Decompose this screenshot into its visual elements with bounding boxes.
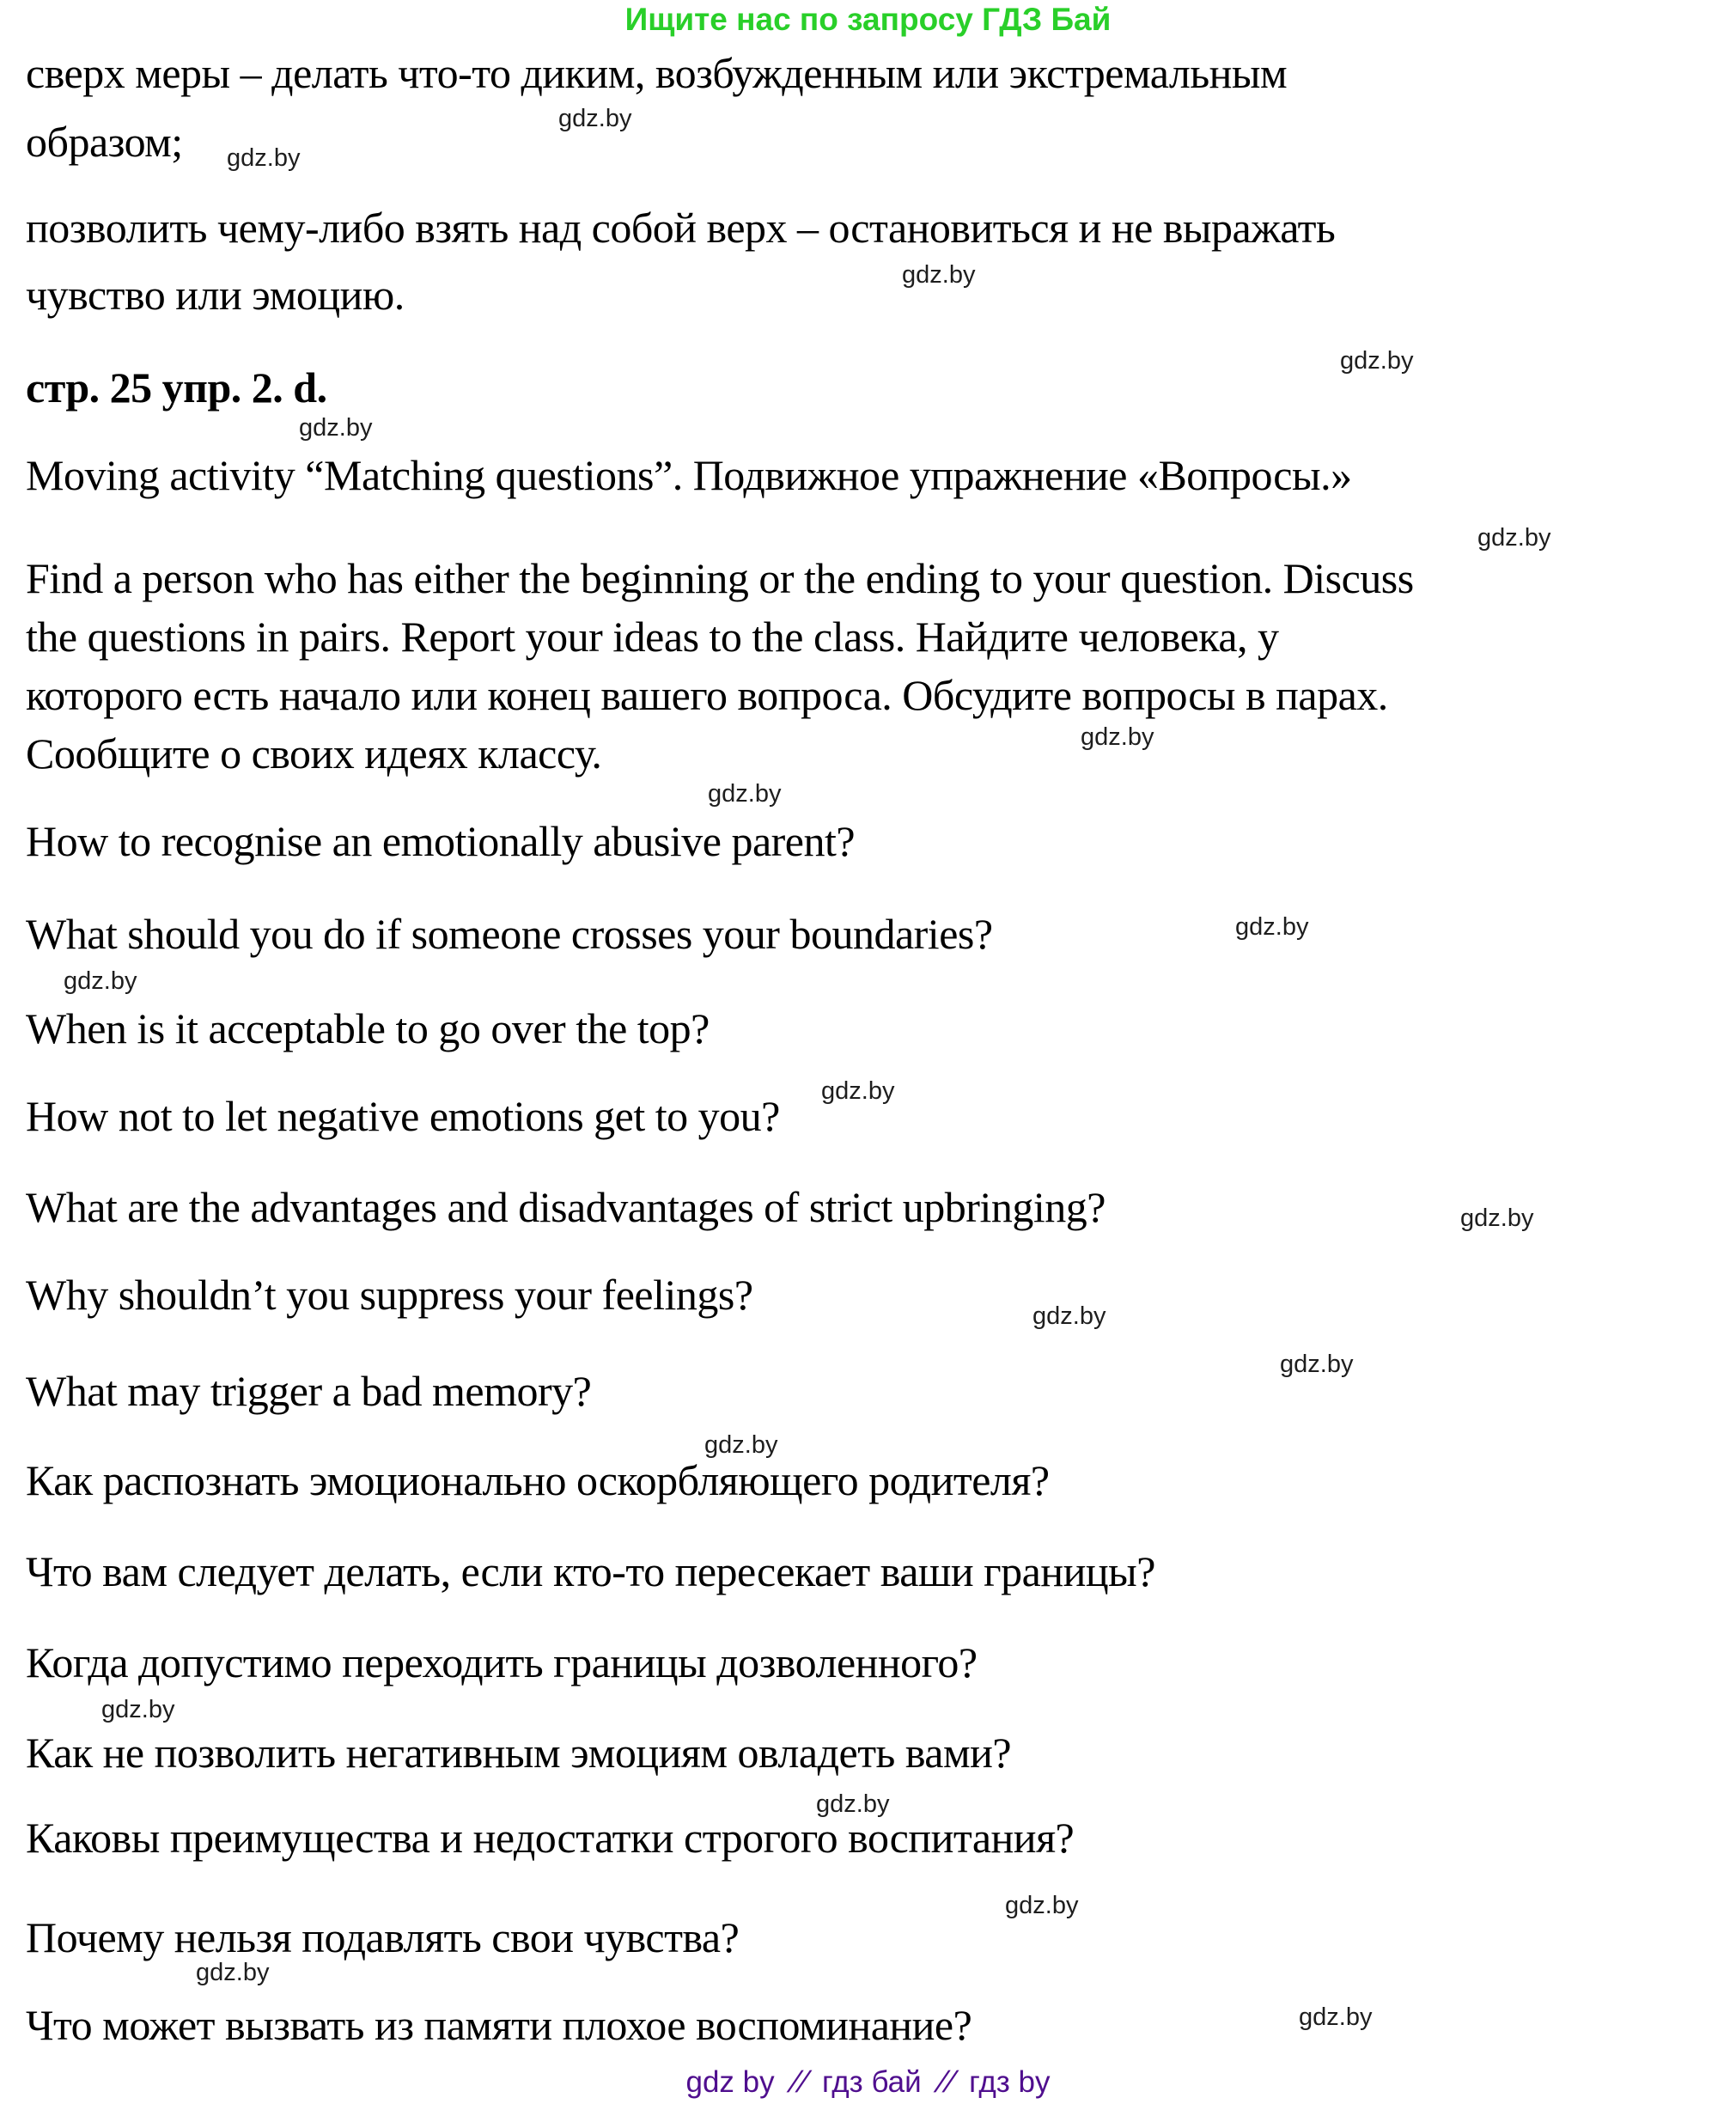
document-line: the questions in pairs. Report your ideas to the class. Найдите человека, у — [26, 613, 1279, 661]
document-line: What are the advantages and disadvantages of strict upbringing? — [26, 1183, 1106, 1231]
footer-link-gdz-by-latin[interactable]: gdz by — [685, 2065, 775, 2099]
gdz-watermark: gdz.by — [821, 1077, 895, 1105]
promo-banner: Ищите нас по запросу ГДЗ Бай — [624, 2, 1112, 37]
document-line: Как распознать эмоционально оскорбляющего родителя? — [26, 1456, 1050, 1504]
document-line: Moving activity “Matching questions”. Подвижное упражнение «Вопросы.» — [26, 451, 1352, 499]
document-line: How to recognise an emotionally abusive parent? — [26, 817, 856, 865]
gdz-watermark: gdz.by — [1032, 1302, 1106, 1330]
gdz-watermark: gdz.by — [227, 144, 301, 172]
footer-link-gdz-bai-cyrillic[interactable]: гдз бай — [822, 2065, 922, 2099]
gdz-watermark: gdz.by — [708, 780, 782, 808]
document-line: When is it acceptable to go over the top? — [26, 1004, 710, 1052]
document-line: образом; — [26, 118, 183, 166]
exercise-heading: стр. 25 упр. 2. d. — [26, 363, 327, 412]
gdz-watermark: gdz.by — [1235, 913, 1309, 941]
document-line: What may trigger a bad memory? — [26, 1367, 592, 1415]
document-line: Find a person who has either the beginning or the ending to your question. Discuss — [26, 554, 1414, 602]
gdz-watermark: gdz.by — [1081, 723, 1154, 751]
document-line: Что может вызвать из памяти плохое воспоминание? — [26, 2001, 972, 2049]
footer-separator: // — [933, 2065, 958, 2099]
document-line: Why shouldn’t you suppress your feelings? — [26, 1271, 753, 1319]
gdz-watermark: gdz.by — [101, 1696, 175, 1723]
footer-separator: // — [786, 2065, 811, 2099]
document-line: сверх меры – делать что-то диким, возбужденным или экстремальным — [26, 49, 1288, 97]
gdz-watermark: gdz.by — [1299, 2003, 1373, 2031]
gdz-watermark: gdz.by — [902, 261, 976, 289]
gdz-watermark: gdz.by — [1477, 524, 1551, 552]
gdz-watermark: gdz.by — [704, 1431, 778, 1459]
document-line: чувство или эмоцию. — [26, 271, 405, 319]
document-line: которого есть начало или конец вашего вопроса. Обсудите вопросы в парах. — [26, 671, 1388, 719]
document-line: позволить чему-либо взять над собой верх – остановиться и не выражать — [26, 204, 1336, 252]
document-line: Каковы преимущества и недостатки строгого воспитания? — [26, 1814, 1075, 1862]
gdz-watermark: gdz.by — [816, 1790, 890, 1818]
document-line: Что вам следует делать, если кто-то пересекает ваши границы? — [26, 1547, 1155, 1595]
gdz-watermark: gdz.by — [1005, 1892, 1079, 1919]
document-line: Как не позволить негативным эмоциям овладеть вами? — [26, 1729, 1012, 1777]
gdz-watermark: gdz.by — [299, 414, 373, 442]
document-line: Когда допустимо переходить границы дозволенного? — [26, 1638, 978, 1686]
document-line: Сообщите о своих идеях классу. — [26, 729, 602, 778]
gdz-watermark: gdz.by — [1280, 1351, 1354, 1378]
document-line: How not to let negative emotions get to you? — [26, 1092, 780, 1140]
footer — [685, 2065, 1050, 2100]
gdz-watermark: gdz.by — [558, 105, 632, 132]
document-line: Почему нельзя подавлять свои чувства? — [26, 1913, 740, 1961]
footer-link-gdz-by-cyrillic[interactable]: гдз by — [969, 2065, 1051, 2099]
gdz-watermark: gdz.by — [196, 1959, 270, 1986]
gdz-watermark: gdz.by — [1460, 1204, 1534, 1232]
gdz-watermark: gdz.by — [1340, 347, 1414, 375]
gdz-watermark: gdz.by — [64, 967, 137, 995]
document-line: What should you do if someone crosses your boundaries? — [26, 910, 993, 958]
